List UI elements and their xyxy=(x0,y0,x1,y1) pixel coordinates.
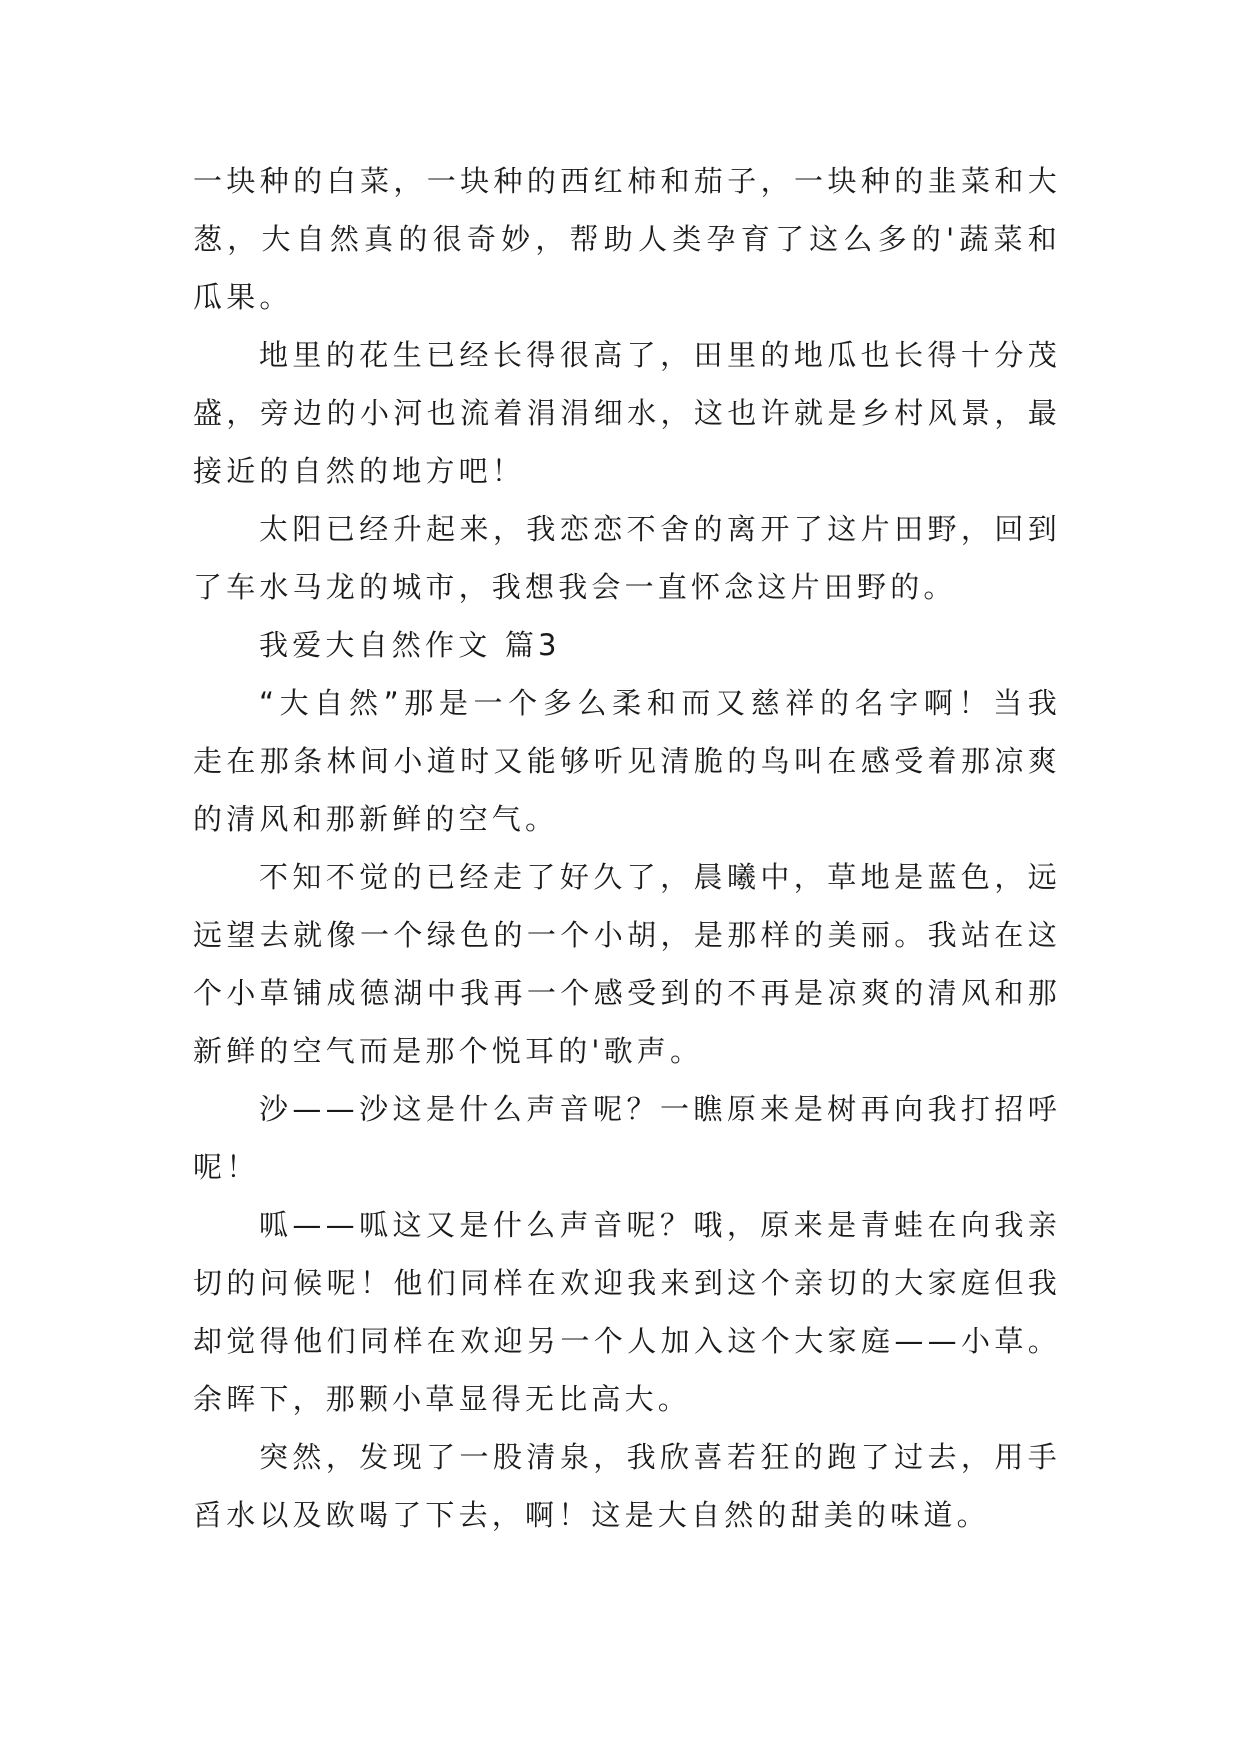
paragraph-frogs: 呱——呱这又是什么声音呢？哦，原来是青蛙在向我亲切的问候呢！他们同样在欢迎我来到这个亲切的大家庭但我却觉得他们同样在欢迎另一个人加入这个大家庭——小草。余晖下，那颗小草显得无比高大。 xyxy=(193,1208,1061,1416)
paragraph-trees: 沙——沙这是什么声音呢？一瞧原来是树再向我打招呼呢！ xyxy=(193,1092,1061,1184)
essay-heading: 我爱大自然作文 篇3 xyxy=(259,628,561,662)
document-body xyxy=(193,152,1061,1544)
paragraph-spring: 突然，发现了一股清泉，我欣喜若狂的跑了过去，用手舀水以及欧喝了下去，啊！这是大自然的甜美的味道。 xyxy=(193,1440,1061,1532)
paragraph-morning: 不知不觉的已经走了好久了，晨曦中，草地是蓝色，远远望去就像一个绿色的一个小胡，是那样的美丽。我站在这个小草铺成德湖中我再一个感受到的不再是凉爽的清风和那新鲜的空气而是那个悦耳的'歌声。 xyxy=(193,860,1061,1068)
paragraph-nature-name: “大自然”那是一个多么柔和而又慈祥的名字啊！当我走在那条林间小道时又能够听见清脆的鸟叫在感受着那凉爽的清风和那新鲜的空气。 xyxy=(193,686,1061,836)
paragraph-peanuts: 地里的花生已经长得很高了，田里的地瓜也长得十分茂盛，旁边的小河也流着涓涓细水，这也许就是乡村风景，最接近的自然的地方吧！ xyxy=(193,338,1061,488)
paragraph-sunrise: 太阳已经升起来，我恋恋不舍的离开了这片田野，回到了车水马龙的城市，我想我会一直怀念这片田野的。 xyxy=(193,512,1061,604)
paragraph-vegetables: 一块种的白菜，一块种的西红柿和茄子，一块种的韭菜和大葱，大自然真的很奇妙，帮助人类孕育了这么多的'蔬菜和瓜果。 xyxy=(193,164,1061,314)
